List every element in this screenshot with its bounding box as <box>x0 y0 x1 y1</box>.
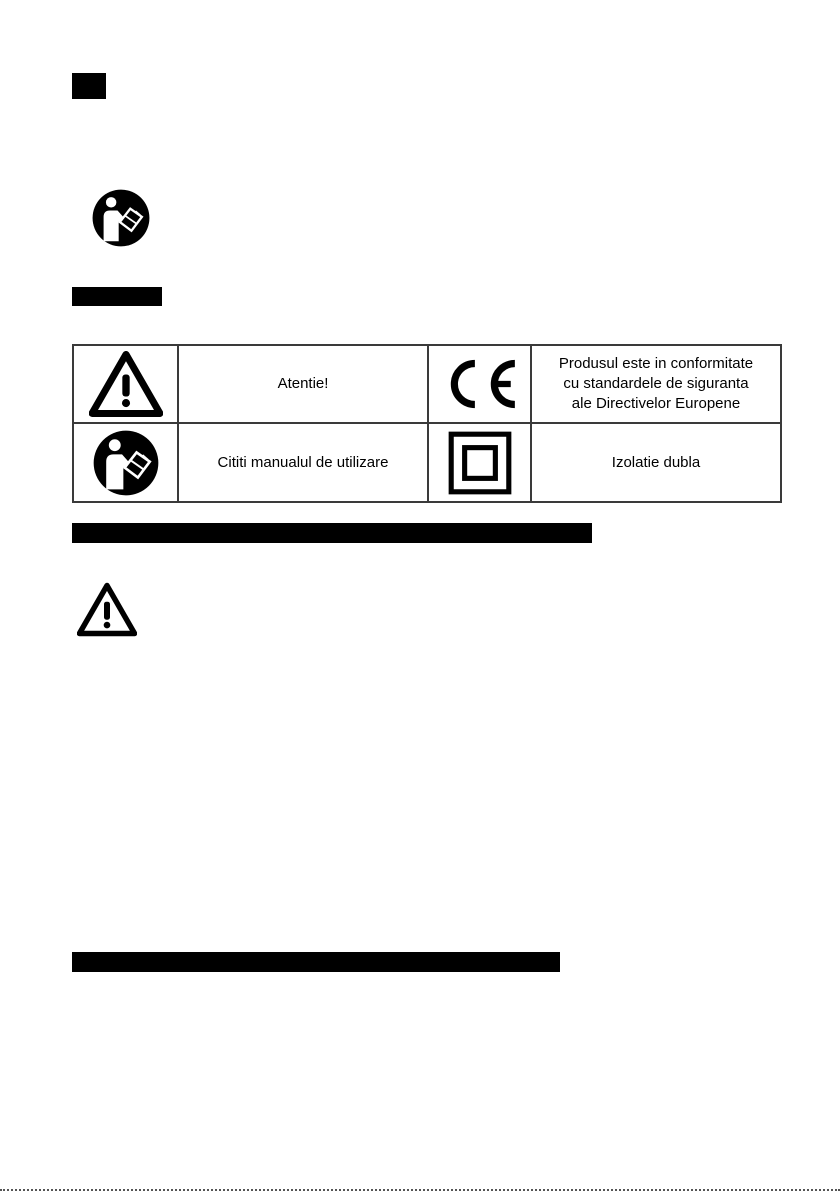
warning-triangle-icon <box>77 582 137 637</box>
legend-label-double-insulation: Izolatie dubla <box>611 453 701 471</box>
read-manual-icon <box>93 430 159 496</box>
legend-label-ce-line1: Produsul este in conformitate <box>558 355 754 372</box>
warning-triangle-icon <box>89 351 163 417</box>
redacted-heading-2 <box>72 287 162 306</box>
redacted-heading-1 <box>72 73 106 99</box>
double-insulation-icon <box>448 431 512 495</box>
legend-icon-cell <box>73 345 178 423</box>
legend-icon-cell <box>428 423 531 502</box>
redacted-heading-3 <box>72 523 592 543</box>
symbol-legend-table <box>72 344 782 503</box>
table-row <box>73 423 781 502</box>
legend-text-cell <box>531 423 781 502</box>
redacted-heading-4 <box>72 952 560 972</box>
legend-label-ce-line2: cu standardele de siguranta <box>563 375 749 392</box>
legend-icon-cell <box>73 423 178 502</box>
table-row <box>73 345 781 423</box>
ce-mark-icon <box>439 358 521 410</box>
read-manual-icon <box>92 189 150 247</box>
legend-icon-cell <box>428 345 531 423</box>
legend-label-attention: Atentie! <box>277 375 329 392</box>
legend-text-cell <box>178 423 428 502</box>
legend-label-ce-line3: ale Directivelor Europene <box>571 395 741 412</box>
legend-text-cell <box>178 345 428 423</box>
legend-label-read-manual: Cititi manualul de utilizare <box>217 453 389 471</box>
legend-text-cell <box>531 345 781 423</box>
page-bottom-rule <box>0 1189 840 1191</box>
